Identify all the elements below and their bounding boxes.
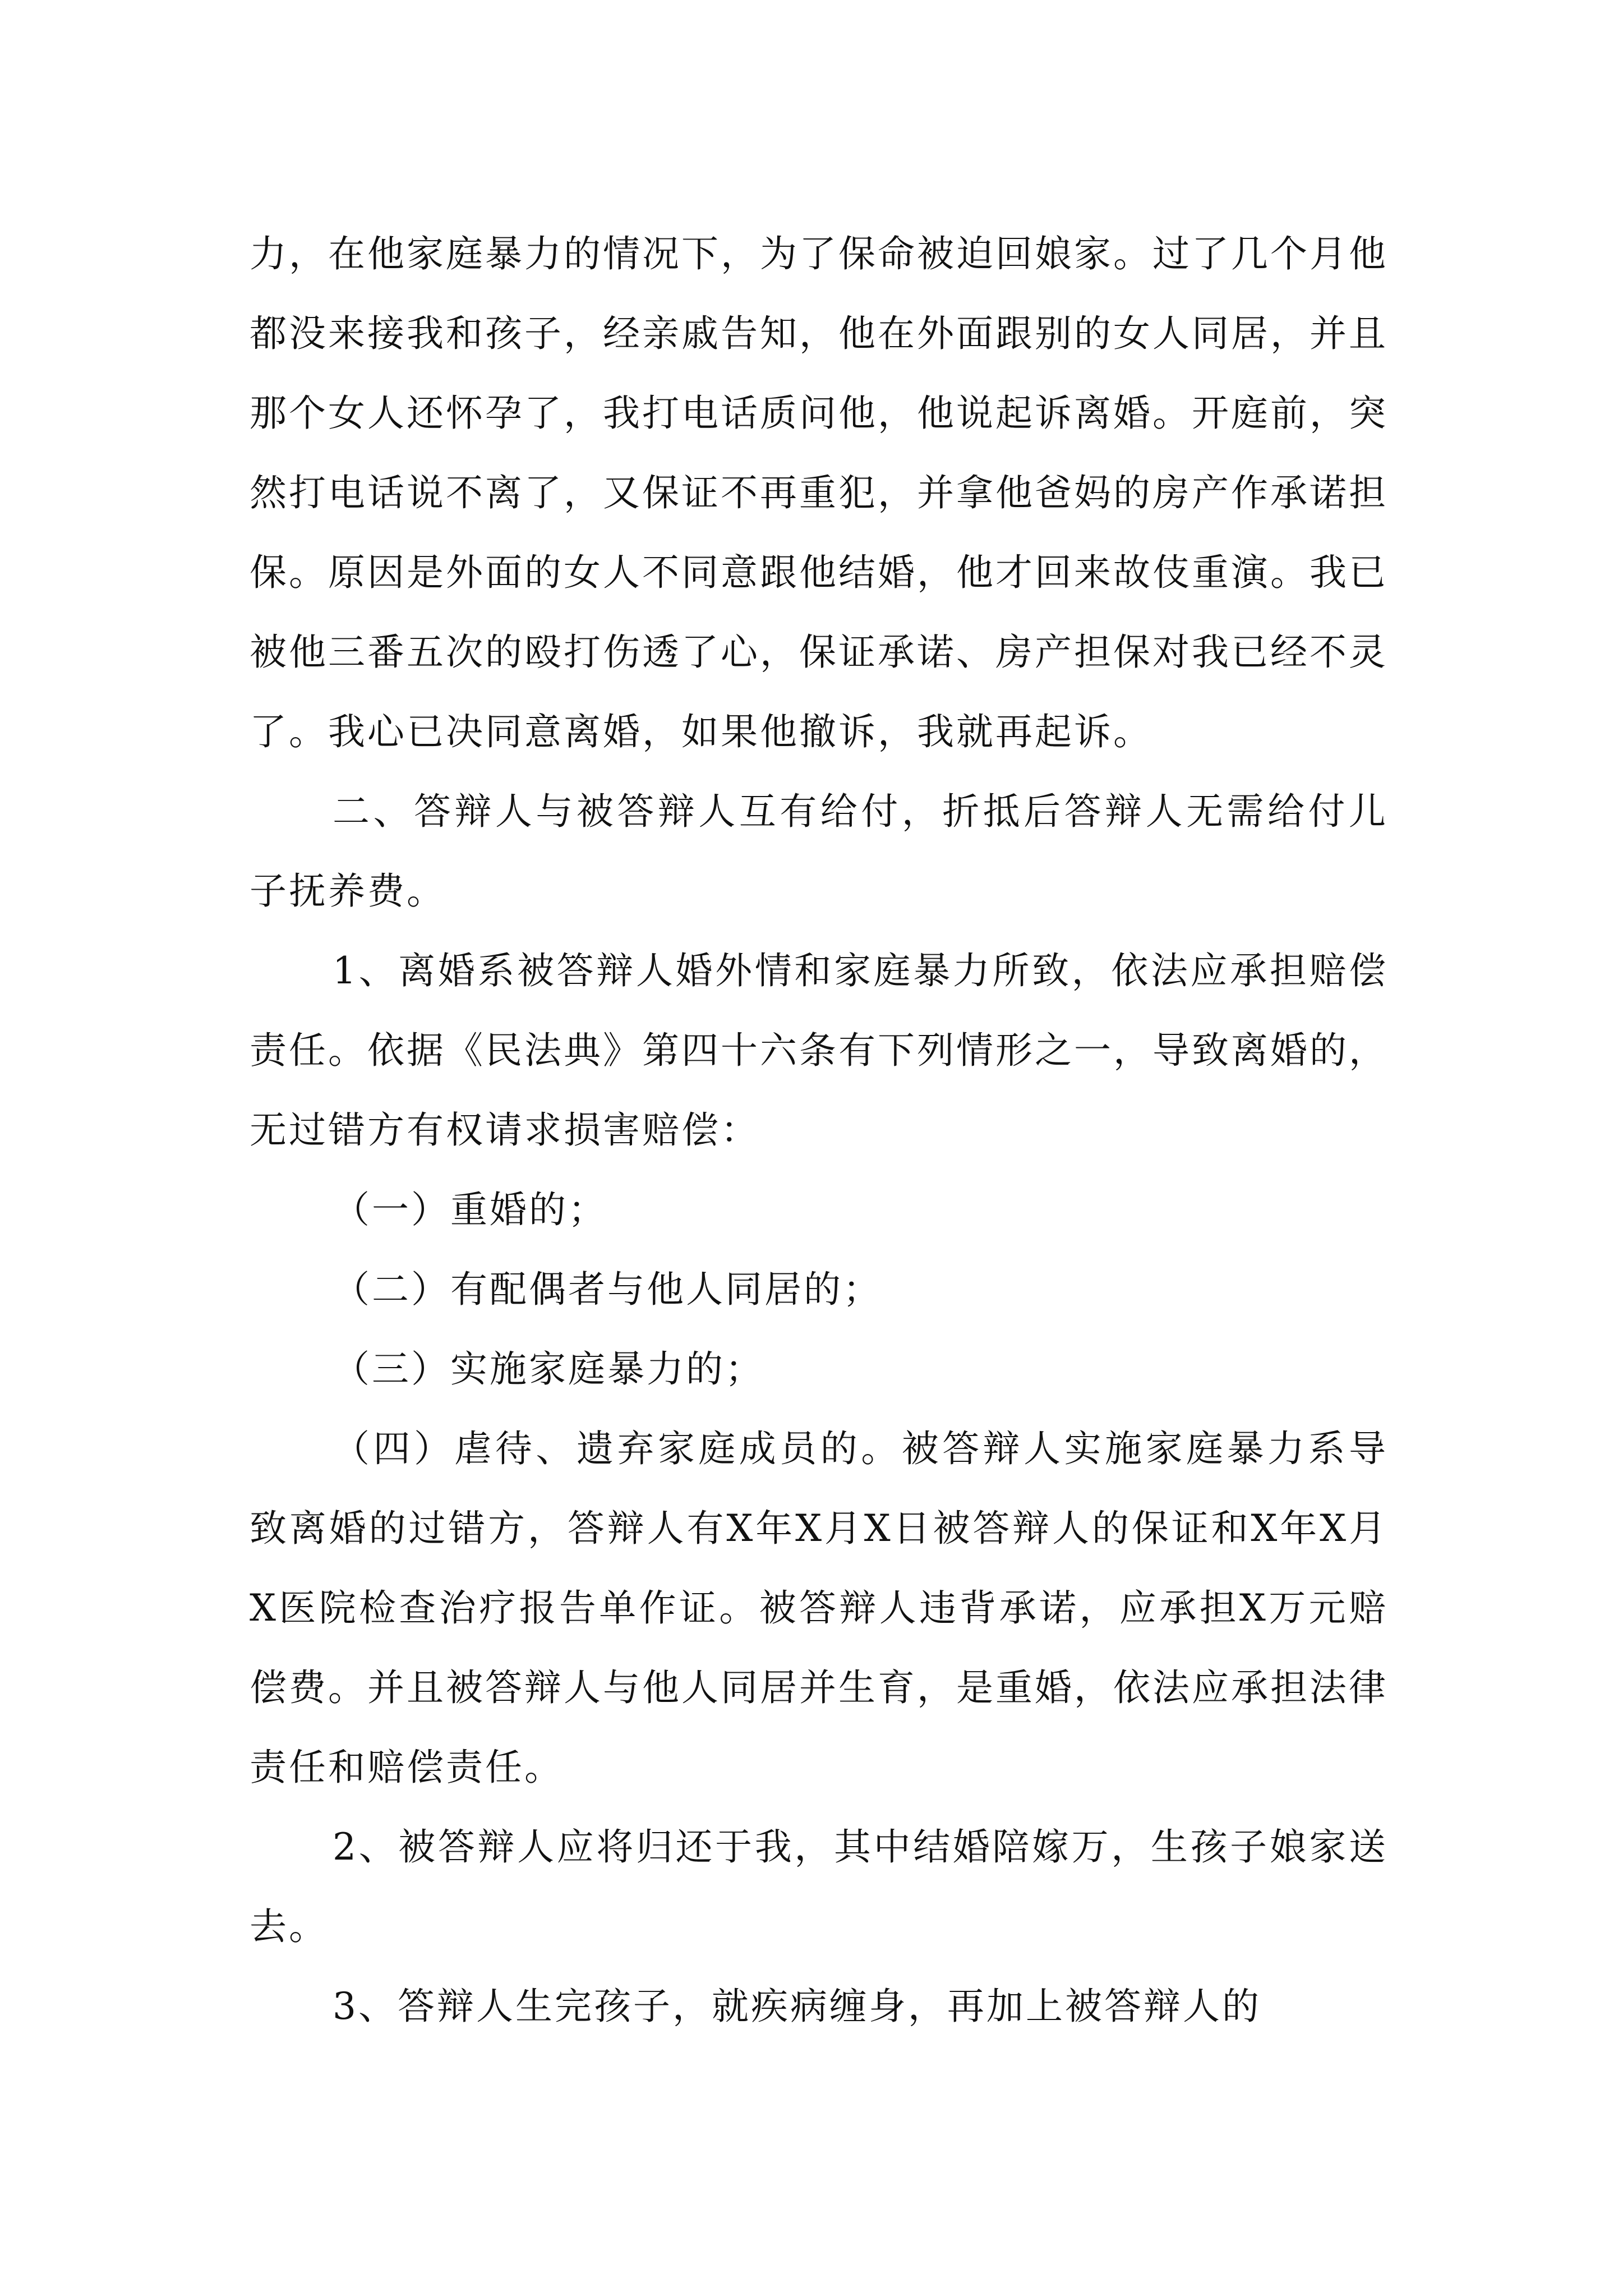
paragraph-case-3: （三）实施家庭暴力的； xyxy=(333,1347,764,1391)
paragraph-item-1: 1、离婚系被答辩人婚外情和家庭暴力所致，依法应承担赔偿责任。依据《民法典》第四十六条有下列情形之一，导致离婚的，无过错方有权请求损害赔偿： xyxy=(250,949,1388,1152)
paragraph-case-1: （一）重婚的； xyxy=(333,1188,607,1231)
paragraph-item-3: 3、答辩人生完孩子，就疾病缠身，再加上被答辩人的 xyxy=(333,1985,1261,2028)
paragraph-case-2: （二）有配偶者与他人同居的； xyxy=(333,1268,882,1311)
paragraph-item-2: 2、被答辩人应将归还于我，其中结婚陪嫁万，生孩子娘家送去。 xyxy=(250,1825,1388,1948)
document-body xyxy=(250,214,1388,2046)
paragraph-continuation: 力，在他家庭暴力的情况下，为了保命被迫回娘家。过了几个月他都没来接我和孩子，经亲戚告知，他在外面跟别的女人同居，并且那个女人还怀孕了，我打电话质问他，他说起诉离婚。开庭前，突然打电话说不离了，又保证不再重犯，并拿他爸妈的房产作承诺担保。原因是外面的女人不同意跟他结婚，他才回来故伎重演。我已被他三番五次的殴打伤透了心，保证承诺、房产担保对我已经不灵了。我心已决同意离婚，如果他撤诉，我就再起诉。 xyxy=(250,232,1388,753)
paragraph-section-two-heading: 二、答辩人与被答辩人互有给付，折抵后答辩人无需给付儿子抚养费。 xyxy=(250,790,1388,913)
paragraph-case-4: （四）虐待、遗弃家庭成员的。被答辩人实施家庭暴力系导致离婚的过错方，答辩人有X年X月X日被答辩人的保证和X年X月X医院检查治疗报告单作证。被答辩人违背承诺，应承担X万元赔偿费。并且被答辩人与他人同居并生育，是重婚，依法应承担法律责任和赔偿责任。 xyxy=(250,1427,1388,1789)
